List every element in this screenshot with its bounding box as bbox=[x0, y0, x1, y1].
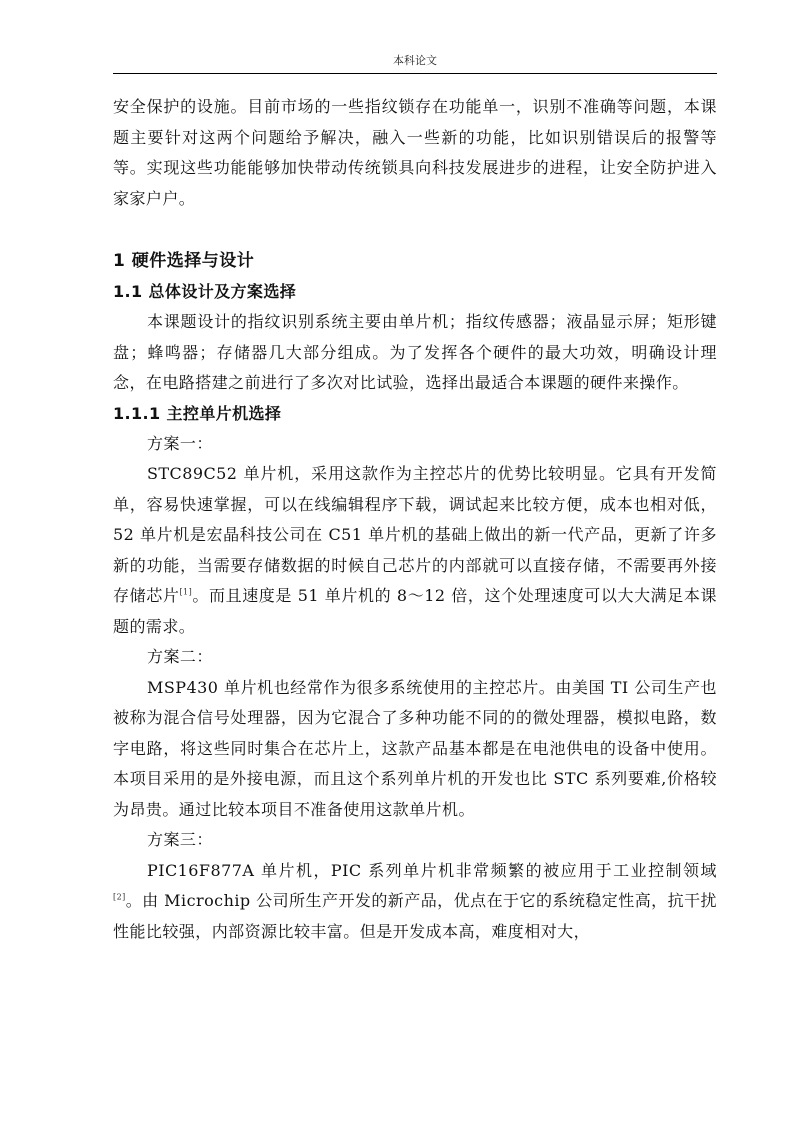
plan-3-text-a: PIC16F877A 单片机，PIC 系列单片机非常频繁的被应用于工业控制领域 bbox=[147, 860, 717, 880]
plan-1-text-b: 。而且速度是 51 单片机的 8～12 倍，这个处理速度可以大大满足本课题的需求。 bbox=[113, 586, 717, 636]
header-rule bbox=[113, 73, 717, 74]
section-1-heading: 1 硬件选择与设计 bbox=[113, 251, 255, 271]
citation-2: [2] bbox=[113, 892, 126, 902]
plan-2-label: 方案二： bbox=[147, 647, 213, 666]
plan-1-text-a: STC89C52 单片机，采用这款作为主控芯片的优势比较明显。它具有开发简单，容易快速掌握，可以在线编辑程序下载，调试起来比较方便，成本也相对低，52 单片机是宏晶科技公司在 C51 单片机的基础上做出的新一代产品，更新了许多新的功能，当需要存储数据的时候自己芯片的内部就可以直接存储，不需要再外接存储芯片 bbox=[113, 464, 717, 605]
section-1-1-heading: 1.1 总体设计及方案选择 bbox=[113, 282, 297, 301]
section-gap bbox=[113, 214, 717, 245]
plan-1-paragraph bbox=[113, 459, 717, 642]
citation-1: [1] bbox=[179, 587, 193, 597]
page-content bbox=[113, 92, 717, 947]
plan-3-text-b: 。由 Microchip 公司所生产开发的新产品，优点在于它的系统稳定性高，抗干扰性能比较强，内部资源比较丰富。但是开发成本高，难度相对大， bbox=[113, 891, 717, 941]
section-1-1-paragraph: 本课题设计的指纹识别系统主要由单片机；指纹传感器；液晶显示屏；矩形键盘；蜂鸣器；存储器几大部分组成。为了发挥各个硬件的最大功效，明确设计理念，在电路搭建之前进行了多次对比试验，选择出最适合本课题的硬件来操作。 bbox=[113, 312, 717, 392]
plan-2-paragraph: MSP430 单片机也经常作为很多系统使用的主控芯片。由美国 TI 公司生产也被称为混合信号处理器，因为它混合了多种功能不同的的微处理器，模拟电路，数字电路，将这些同时集合在芯片上，这款产品基本都是在电池供电的设备中使用。本项目采用的是外接电源，而且这个系列单片机的开发也比 STC 系列要难,价格较为昂贵。通过比较本项目不准备使用这款单片机。 bbox=[113, 677, 717, 819]
plan-3-paragraph bbox=[113, 856, 717, 948]
page-header: 本科论文 bbox=[393, 54, 437, 67]
plan-3-label: 方案三： bbox=[147, 830, 213, 849]
plan-1-label: 方案一： bbox=[147, 433, 213, 453]
intro-paragraph: 安全保护的设施。目前市场的一些指纹锁存在功能单一，识别不准确等问题，本课题主要针对这两个问题给予解决，融入一些新的功能，比如识别错误后的报警等等。实现这些功能能够加快带动传统锁具向科技发展进步的进程，让安全防护进入家家户户。 bbox=[113, 97, 717, 208]
section-1-1-1-heading: 1.1.1 主控单片机选择 bbox=[113, 403, 282, 423]
